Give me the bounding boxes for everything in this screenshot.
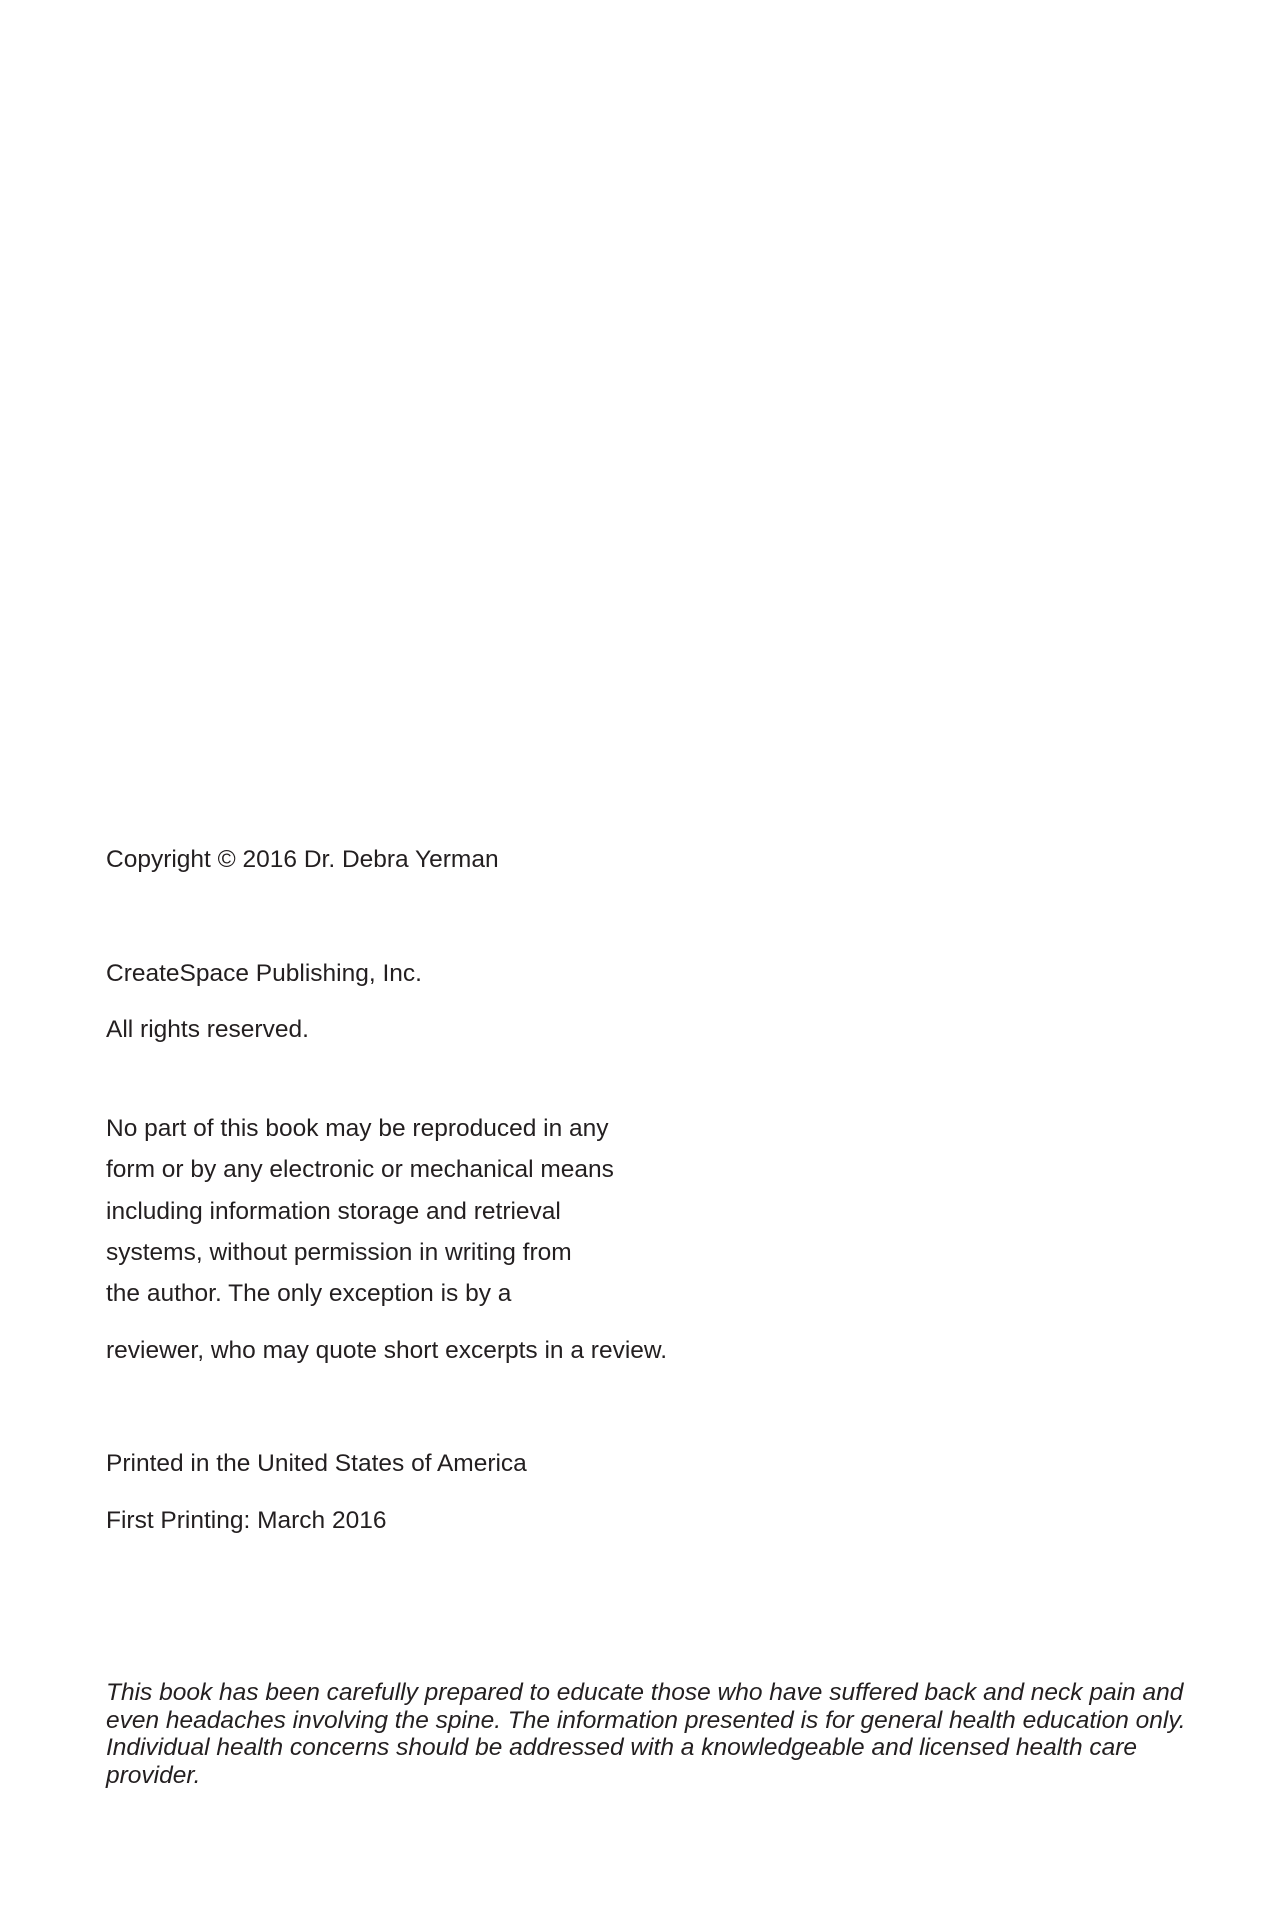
first-printing-date: First Printing: March 2016 <box>106 1507 387 1534</box>
printed-in-statement: Printed in the United States of America <box>106 1450 527 1477</box>
permission-line: systems, without permission in writing from <box>106 1239 572 1266</box>
permission-line: including information storage and retrieval <box>106 1198 561 1225</box>
disclaimer-line: even headaches involving the spine. The information presented is for general health education only. <box>106 1706 1186 1734</box>
disclaimer-line: Individual health concerns should be addressed with a knowledgeable and licensed health care <box>106 1734 1138 1761</box>
permission-line: form or by any electronic or mechanical means <box>106 1156 614 1183</box>
permission-line: No part of this book may be reproduced in any <box>106 1115 609 1142</box>
permission-line: reviewer, who may quote short excerpts in a review. <box>106 1337 668 1364</box>
rights-statement: All rights reserved. <box>106 1016 309 1043</box>
disclaimer-line: This book has been carefully prepared to educate those who have suffered back and neck pain and <box>106 1679 1184 1706</box>
copyright-notice: Copyright © 2016 Dr. Debra Yerman <box>106 846 499 873</box>
disclaimer-line: provider. <box>106 1761 201 1789</box>
permission-line: the author. The only exception is by a <box>106 1280 512 1307</box>
publisher-name: CreateSpace Publishing, Inc. <box>106 960 422 987</box>
health-disclaimer <box>106 1679 1186 1789</box>
